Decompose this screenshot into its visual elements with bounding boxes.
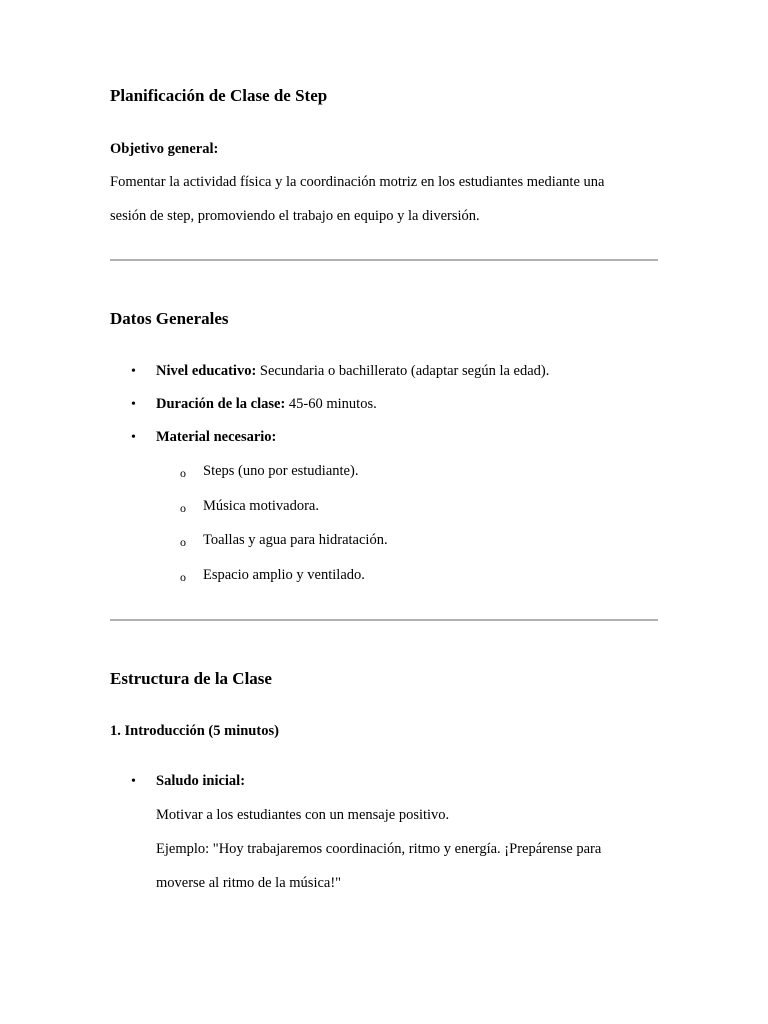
list-item-duration — [156, 397, 377, 412]
list-item-label: Material necesario: — [156, 429, 277, 445]
objective-text-line-1: Fomentar la actividad física y la coordinación motriz en los estudiantes mediante una — [110, 174, 605, 190]
document-title: Planificación de Clase de Step — [110, 86, 328, 105]
bullet-icon: • — [131, 430, 136, 445]
sub-list-item: Steps (uno por estudiante). — [203, 463, 359, 479]
greeting-text-line-2: Ejemplo: "Hoy trabajaremos coordinación, ritmo y energía. ¡Prepárense para — [156, 841, 602, 857]
list-item-label: Duración de la clase: — [156, 396, 286, 412]
subsection-heading-introduction: 1. Introducción (5 minutos) — [110, 723, 279, 739]
list-item-education-level — [156, 364, 549, 379]
list-item-value: 45-60 minutos. — [285, 396, 377, 412]
bullet-icon: • — [131, 364, 136, 379]
list-item-label: Nivel educativo: — [156, 363, 257, 379]
objective-label: Objetivo general: — [110, 141, 219, 157]
section-heading-class-structure: Estructura de la Clase — [110, 669, 272, 688]
circle-bullet-icon: o — [180, 570, 186, 584]
sub-list-item: Música motivadora. — [203, 498, 319, 514]
objective-text-line-2: sesión de step, promoviendo el trabajo en equipo y la diversión. — [110, 208, 480, 224]
horizontal-divider — [110, 619, 658, 621]
circle-bullet-icon: o — [180, 501, 186, 515]
circle-bullet-icon: o — [180, 535, 186, 549]
list-item-materials — [156, 430, 276, 445]
list-item-value: Secundaria o bachillerato (adaptar según la edad). — [256, 363, 550, 379]
sub-list-item: Espacio amplio y ventilado. — [203, 567, 365, 583]
sub-list-item: Toallas y agua para hidratación. — [203, 532, 388, 548]
circle-bullet-icon: o — [180, 466, 186, 480]
bullet-icon: • — [131, 774, 136, 789]
horizontal-divider — [110, 259, 658, 261]
section-heading-general-data: Datos Generales — [110, 309, 229, 328]
greeting-text-line-3: moverse al ritmo de la música!" — [156, 875, 342, 891]
greeting-label: Saludo inicial: — [156, 773, 246, 789]
bullet-icon: • — [131, 397, 136, 412]
greeting-text-line-1: Motivar a los estudiantes con un mensaje positivo. — [156, 807, 450, 823]
